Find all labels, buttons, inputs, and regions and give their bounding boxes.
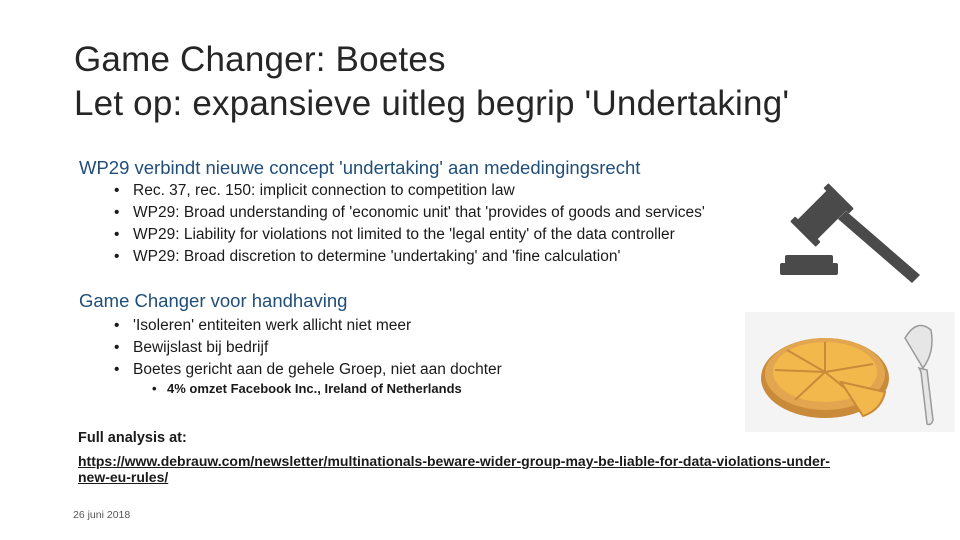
list-item: • WP29: Liability for violations not limited to the 'legal entity' of the data controller [114,224,705,246]
analysis-link[interactable]: https://www.debrauw.com/newsletter/multinationals-beware-wider-group-may-be-liable-for-data-violations-under-new-eu-rules/ [78,453,830,485]
list-item: • WP29: Broad understanding of 'economic unit' that 'provides of goods and services' [114,202,705,224]
list-item: • Bewijslast bij bedrijf [114,337,502,359]
slide-title [74,38,789,126]
slide-date: 26 juni 2018 [73,509,131,521]
enforcement-sub-bullet-list [152,380,462,398]
wp29-bullet-list [114,180,705,268]
list-item: • 'Isoleren' entiteiten werk allicht niet meer [114,315,502,337]
analysis-label: Full analysis at: [78,430,187,446]
list-item: • Boetes gericht aan de gehele Groep, niet aan dochter [114,359,502,381]
title-line-1: Game Changer: Boetes [74,40,446,79]
section-heading-wp29: WP29 verbindt nieuwe concept 'undertaking' aan mededingingsrecht [79,157,641,178]
title-line-2: Let op: expansieve uitleg begrip 'Undertaking' [74,84,790,123]
pie-image [745,312,955,432]
gavel-icon [780,175,920,285]
list-item: • 4% omzet Facebook Inc., Ireland of Netherlands [152,380,462,398]
enforcement-bullet-list [114,315,502,381]
list-item: • WP29: Broad discretion to determine 'undertaking' and 'fine calculation' [114,246,705,268]
section-heading-enforcement: Game Changer voor handhaving [79,290,348,311]
list-item: • Rec. 37, rec. 150: implicit connection to competition law [114,180,705,202]
